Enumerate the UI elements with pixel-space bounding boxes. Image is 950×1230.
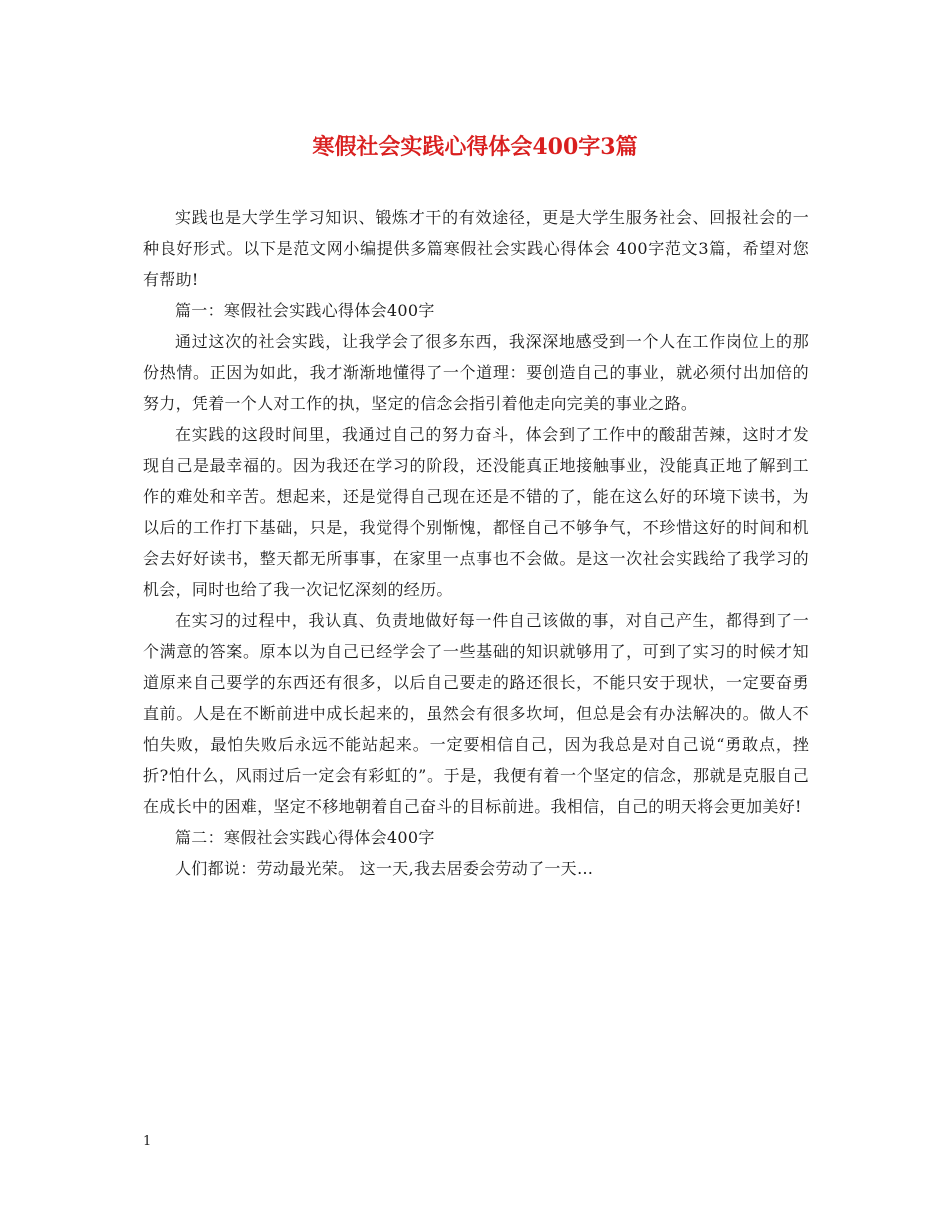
body-paragraph: 在实习的过程中，我认真、负责地做好每一件自己该做的事，对自己产生，都得到了一个满意的答案。原本以为自己已经学会了一些基础的知识就够用了，可到了实习的时候才知道原来自己要学的东西还有很多，以后自己要走的路还很长，不能只安于现状，一定要奋勇直前。人是在不断前进中成长起来的，虽然会有很多坎坷，但总是会有办法解决的。做人不怕失败，最怕失败后永远不能站起来。一定要相信自己，因为我总是对自己说“勇敢点，挫折?怕什么，风雨过后一定会有彩虹的”。于是，我便有着一个坚定的信念，那就是克服自己在成长中的困难，坚定不移地朝着自己奋斗的目标前进。我相信，自己的明天将会更加美好! xyxy=(143,611,809,816)
body-paragraph: 人们都说：劳动最光荣。 这一天,我去居委会劳动了一天… xyxy=(175,859,594,878)
document-title: 寒假社会实践心得体会400字3篇 xyxy=(312,134,638,160)
body-paragraph: 通过这次的社会实践，让我学会了很多东西，我深深地感受到一个人在工作岗位上的那份热情。正因为如此，我才渐渐地懂得了一个道理：要创造自己的事业，就必须付出加倍的努力，凭着一个人对工作的执，坚定的信念会指引着他走向完美的事业之路。 xyxy=(143,332,809,413)
section-heading-2: 篇二：寒假社会实践心得体会400字 xyxy=(175,828,435,847)
section-heading-1: 篇一：寒假社会实践心得体会400字 xyxy=(175,301,435,320)
page-number: 1 xyxy=(143,1134,152,1149)
intro-paragraph: 实践也是大学生学习知识、锻炼才干的有效途径，更是大学生服务社会、回报社会的一种良好形式。以下是范文网小编提供多篇寒假社会实践心得体会 400字范文3篇，希望对您有帮助! xyxy=(143,208,809,289)
body-paragraph: 在实践的这段时间里，我通过自己的努力奋斗，体会到了工作中的酸甜苦辣，这时才发现自己是最幸福的。因为我还在学习的阶段，还没能真正地接触事业，没能真正地了解到工作的难处和辛苦。想起来，还是觉得自己现在还是不错的了，能在这么好的环境下读书，为以后的工作打下基础，只是，我觉得个别惭愧，都怪自己不够争气，不珍惜这好的时间和机会去好好读书，整天都无所事事，在家里一点事也不会做。是这一次社会实践给了我学习的机会，同时也给了我一次记忆深刻的经历。 xyxy=(143,425,809,599)
document-body xyxy=(143,202,809,884)
